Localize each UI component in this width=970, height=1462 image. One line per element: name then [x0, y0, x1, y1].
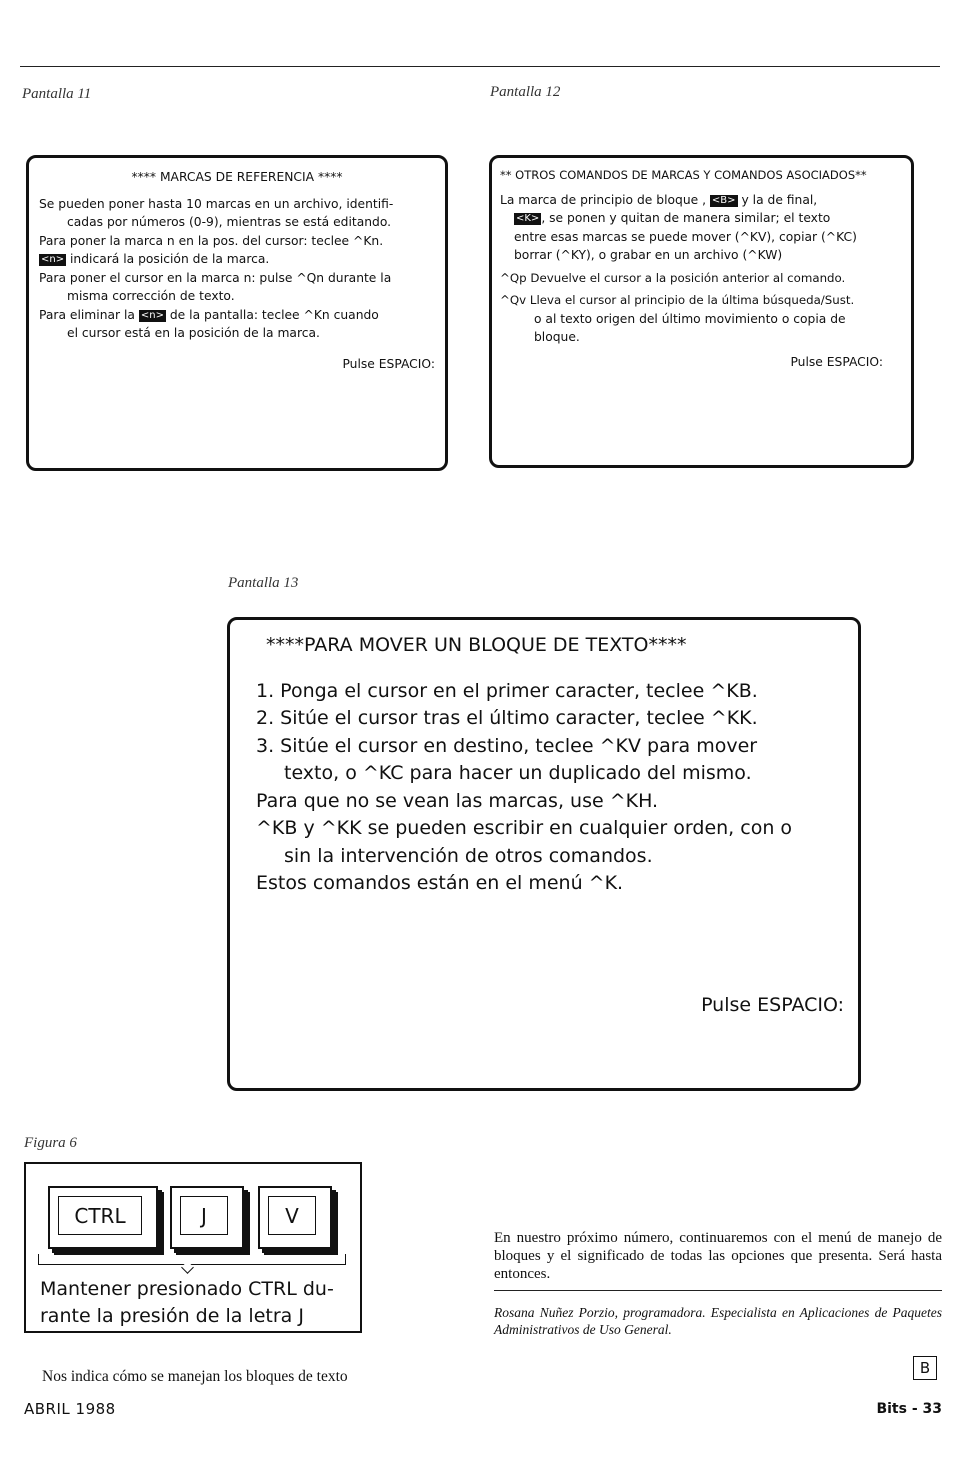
marker-tag-n: <n> — [41, 254, 65, 265]
screen11-line — [39, 306, 435, 325]
screen13-line: texto, o ^KC para hacer un duplicado del mismo. — [284, 762, 752, 784]
screen11-line — [39, 250, 435, 269]
figure6-text — [40, 1276, 360, 1330]
v-key-label: V — [268, 1196, 316, 1235]
ctrl-key — [48, 1186, 158, 1249]
footer-page: Bits - 33 — [876, 1401, 942, 1417]
screen13-line: ^KB y ^KK se pueden escribir en cualquier orden, con o — [256, 817, 793, 839]
marker-tag-b: <B> — [711, 194, 736, 206]
screen13-line: Estos comandos están en el menú ^K. — [256, 872, 624, 894]
screen12-prompt: Pulse ESPACIO: — [790, 354, 883, 369]
marker-tag-k: <K> — [516, 213, 540, 224]
screen11-line-text: indicará la posición de la marca. — [66, 252, 270, 266]
caption-pantalla-12: Pantalla 12 — [490, 84, 561, 100]
figure6-text-line: rante la presión de la letra J — [40, 1305, 304, 1327]
screen13-title: ****PARA MOVER UN BLOQUE DE TEXTO**** — [266, 634, 687, 656]
screen12-line-text: La marca de principio de bloque , — [500, 192, 706, 207]
screen13-line: Para que no se vean las marcas, use ^KH. — [256, 789, 659, 812]
credit-rule — [494, 1290, 942, 1291]
screen11-line: el cursor está en la posición de la marca. — [67, 326, 320, 340]
footer-date: ABRIL 1988 — [24, 1400, 116, 1418]
ctrl-key-label: CTRL — [58, 1196, 142, 1235]
screen11-line-text: de la pantalla: teclee ^Kn cuando — [165, 307, 379, 322]
author-credit: Rosana Nuñez Porzio, programadora. Especialista en Aplicaciones de Paquetes Administrativos de Uso General. — [494, 1305, 942, 1337]
screen13-prompt: Pulse ESPACIO: — [701, 993, 844, 1016]
screen12-line: borrar (^KY), o grabar en un archivo (^KW) — [514, 248, 783, 262]
screen12-line: ^Qv Lleva el cursor al principio de la última búsqueda/Sust. — [500, 293, 855, 307]
top-rule — [20, 66, 940, 67]
figure6-text-line: Mantener presionado CTRL du- — [40, 1278, 334, 1300]
screen12-line: o al texto origen del último movimiento o copia de — [534, 311, 846, 326]
screen12-line: bloque. — [534, 330, 580, 344]
screen13-line: 2. Sitúe el cursor tras el último caracter, teclee ^KK. — [256, 707, 758, 729]
screen11-line: misma corrección de texto. — [67, 289, 235, 303]
screen11-line-text: Para eliminar la — [39, 307, 139, 322]
caption-pantalla-11: Pantalla 11 — [22, 86, 92, 102]
screen13-line: sin la intervención de otros comandos. — [284, 844, 653, 867]
v-key — [258, 1186, 332, 1249]
figure-caption: Nos indica cómo se manejan los bloques de texto — [42, 1368, 348, 1385]
screen12-line-text: y la de final, — [741, 192, 818, 207]
caption-pantalla-13: Pantalla 13 — [228, 575, 299, 591]
figure-6 — [24, 1162, 362, 1333]
screen11-line: cadas por números (0-9), mientras se está editando. — [67, 215, 392, 229]
body-paragraph: En nuestro próximo número, continuaremos con el menú de manejo de bloques y el significado de todas las opciones que presenta. Será hasta entonces. — [494, 1230, 942, 1282]
screen11-title: **** MARCAS DE REFERENCIA **** — [131, 170, 343, 184]
caption-figura-6: Figura 6 — [24, 1135, 77, 1151]
screen11-line: Para poner el cursor en la marca n: pulse ^Qn durante la — [39, 270, 392, 285]
screen11-line: Se pueden poner hasta 10 marcas en un archivo, identifi- — [39, 196, 394, 211]
screen12-line: entre esas marcas se puede mover (^KV), copiar (^KC) — [514, 229, 857, 244]
screen11-line: Para poner la marca n en la pos. del cursor: teclee ^Kn. — [39, 233, 384, 248]
brace-line — [38, 1254, 346, 1265]
screen12-line — [500, 191, 903, 210]
screen12-line — [500, 209, 903, 228]
j-key-label: J — [180, 1196, 228, 1235]
j-key — [170, 1186, 244, 1249]
screen12-line-text: , se ponen y quitan de manera similar; el texto — [541, 211, 831, 225]
screen-11 — [26, 155, 448, 471]
screen13-line: 3. Sitúe el cursor en destino, teclee ^KV para mover — [256, 734, 758, 757]
screen-12 — [489, 155, 914, 468]
marker-tag-n: <n> — [140, 309, 164, 321]
end-mark-b: B — [913, 1356, 937, 1380]
screen13-line: 1. Ponga el cursor en el primer caracter, teclee ^KB. — [256, 679, 758, 702]
screen-13 — [227, 617, 861, 1091]
screen11-prompt: Pulse ESPACIO: — [342, 356, 435, 371]
screen12-line: ^Qp Devuelve el cursor a la posición anterior al comando. — [500, 270, 846, 285]
screen12-title: ** OTROS COMANDOS DE MARCAS Y COMANDOS ASOCIADOS** — [500, 168, 867, 182]
